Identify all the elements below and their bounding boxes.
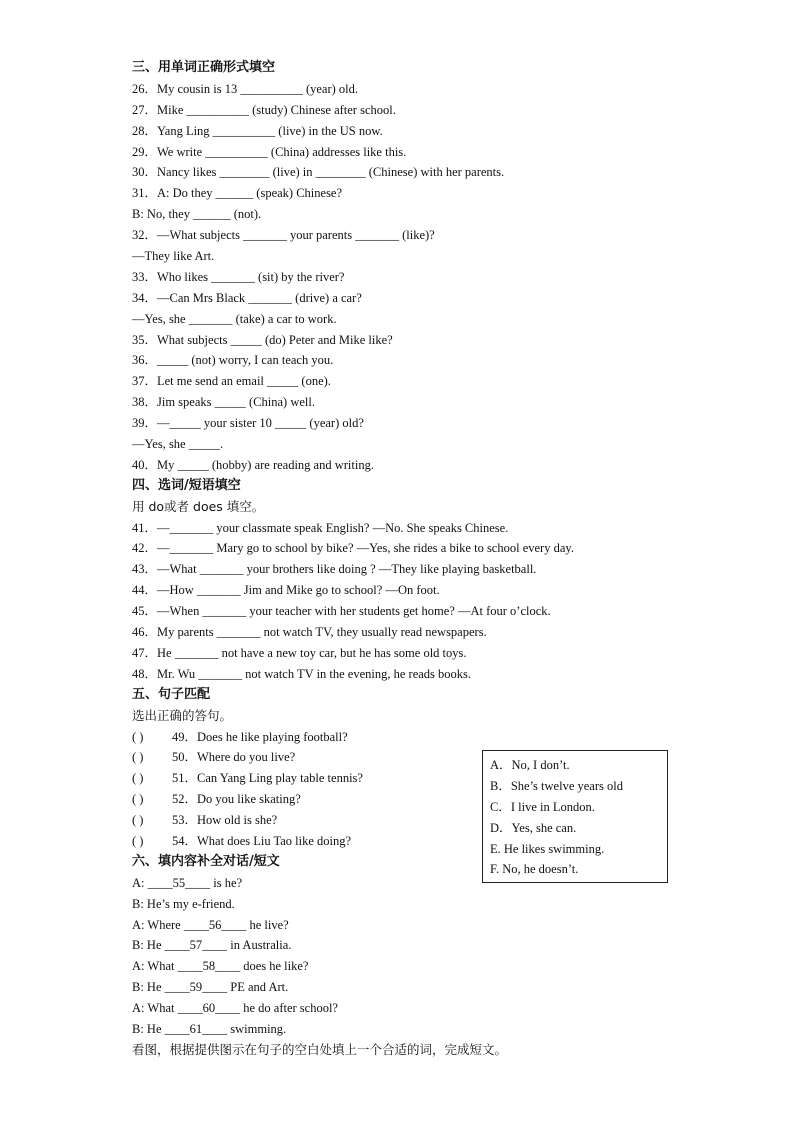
dialogue-line: [132, 935, 692, 956]
section5-heading: 五、句子匹配: [132, 686, 211, 702]
answer-option: D．Yes, she can.: [490, 820, 577, 835]
section6-dialogue: [132, 873, 692, 1040]
section3-heading: 三、用单词正确形式填空: [132, 60, 276, 75]
dialogue-text: PE and Art.: [227, 980, 289, 995]
section4-heading: 四、选词/短语填空: [132, 477, 241, 493]
dialogue-text: A:: [132, 875, 148, 890]
question-line: 34．—Can Mrs Black _______ (drive) a car?: [132, 290, 362, 305]
dialogue-text: in Australia.: [227, 938, 292, 953]
dialogue-blank: ____56____: [183, 917, 247, 932]
match-question-row: [132, 727, 692, 748]
dialogue-line: [132, 894, 692, 915]
match-question-text: 54．What does Liu Tao like doing?: [172, 833, 352, 848]
question-line: 39．—_____ your sister 10 _____ (year) old?: [132, 416, 364, 431]
dialogue-text: A: What: [132, 959, 178, 974]
dialogue-text: A: What: [132, 1001, 178, 1016]
answer-paren: ( ): [132, 813, 144, 828]
section4-instruction: 用 do或者 does 填空。: [132, 498, 265, 514]
question-line: 28．Yang Ling __________ (live) in the US now.: [132, 123, 383, 138]
answer-option: E. He likes swimming.: [490, 841, 605, 856]
answer-paren: ( ): [132, 729, 144, 744]
dialogue-text: A: Where: [132, 917, 184, 932]
section3-items: [132, 79, 692, 476]
dialogue-text: does he like?: [240, 959, 309, 974]
dialogue-text: B: He: [132, 1021, 165, 1036]
dialogue-line: [132, 977, 692, 998]
match-question-text: 51．Can Yang Ling play table tennis?: [172, 771, 363, 786]
question-line: 45．—When _______ your teacher with her students get home? —At four o’clock.: [132, 604, 551, 619]
dialogue-line: [132, 1019, 692, 1040]
question-line: B: No, they ______ (not).: [132, 207, 262, 222]
question-line: 43．—What _______ your brothers like doing ? —They like playing basketball.: [132, 562, 537, 577]
section5-instruction: 选出正确的答句。: [132, 707, 233, 723]
dialogue-line: [132, 956, 692, 977]
question-line: 42．—_______ Mary go to school by bike? —Yes, she rides a bike to school every day.: [132, 541, 574, 556]
answer-option: F. No, he doesn’t.: [490, 862, 579, 877]
question-line: 40．My _____ (hobby) are reading and writing.: [132, 457, 374, 472]
question-line: 47．He _______ not have a new toy car, but he has some old toys.: [132, 645, 467, 660]
question-line: 35．What subjects _____ (do) Peter and Mike like?: [132, 332, 393, 347]
answer-options-box: [482, 750, 668, 883]
match-question-text: 49．Does he like playing football?: [172, 729, 348, 744]
answer-option: C．I live in London.: [490, 799, 595, 814]
worksheet: [132, 58, 692, 1061]
match-question-text: 52．Do you like skating?: [172, 792, 301, 807]
dialogue-line: [132, 998, 692, 1019]
question-line: —Yes, she _______ (take) a car to work.: [132, 311, 337, 326]
question-line: 30．Nancy likes ________ (live) in ________ (Chinese) with her parents.: [132, 165, 505, 180]
question-line: 29．We write __________ (China) addresses like this.: [132, 144, 407, 159]
match-question-text: 53．How old is she?: [172, 813, 278, 828]
dialogue-blank: ____60____: [177, 1001, 241, 1016]
section6-footer: 看图，根据提供图示在句子的空白处填上一个合适的词，完成短文。: [132, 1041, 508, 1057]
answer-paren: ( ): [132, 792, 144, 807]
dialogue-text: swimming.: [227, 1021, 287, 1036]
section4-items: [132, 518, 692, 685]
dialogue-text: B: He: [132, 980, 165, 995]
question-line: 26．My cousin is 13 __________ (year) old.: [132, 81, 359, 96]
question-line: 33．Who likes _______ (sit) by the river?: [132, 269, 345, 284]
dialogue-text: B: He: [132, 938, 165, 953]
dialogue-text: B: He’s my e-friend.: [132, 896, 235, 911]
dialogue-blank: ____55____: [147, 875, 211, 890]
answer-option: B．She’s twelve years old: [490, 778, 623, 793]
dialogue-blank: ____57____: [164, 938, 228, 953]
question-line: —Yes, she _____.: [132, 437, 224, 452]
answer-option: A．No, I don’t.: [490, 758, 570, 772]
match-question-text: 50．Where do you live?: [172, 750, 296, 765]
question-line: 27．Mike __________ (study) Chinese after school.: [132, 102, 396, 117]
question-line: 37．Let me send an email _____ (one).: [132, 374, 331, 389]
question-line: —They like Art.: [132, 249, 215, 264]
question-line: 44．—How _______ Jim and Mike go to school? —On foot.: [132, 583, 440, 598]
dialogue-blank: ____61____: [164, 1021, 228, 1036]
answer-paren: ( ): [132, 750, 144, 765]
question-line: 38．Jim speaks _____ (China) well.: [132, 395, 315, 410]
question-line: 41．—_______ your classmate speak English? —No. She speaks Chinese.: [132, 520, 509, 535]
dialogue-blank: ____58____: [177, 959, 241, 974]
question-line: 36．_____ (not) worry, I can teach you.: [132, 353, 334, 368]
section6-heading: 六、填内容补全对话/短文: [132, 853, 280, 869]
question-line: 46．My parents _______ not watch TV, they usually read newspapers.: [132, 625, 487, 640]
answer-paren: ( ): [132, 771, 144, 786]
dialogue-blank: ____59____: [164, 980, 228, 995]
dialogue-line: [132, 915, 692, 936]
dialogue-text: is he?: [210, 875, 243, 890]
question-line: 32．—What subjects _______ your parents _______ (like)?: [132, 228, 435, 243]
dialogue-text: he do after school?: [240, 1001, 338, 1016]
dialogue-text: he live?: [246, 917, 289, 932]
answer-paren: ( ): [132, 833, 144, 848]
question-line: 48．Mr. Wu _______ not watch TV in the evening, he reads books.: [132, 666, 472, 681]
question-line: 31．A: Do they ______ (speak) Chinese?: [132, 186, 343, 201]
